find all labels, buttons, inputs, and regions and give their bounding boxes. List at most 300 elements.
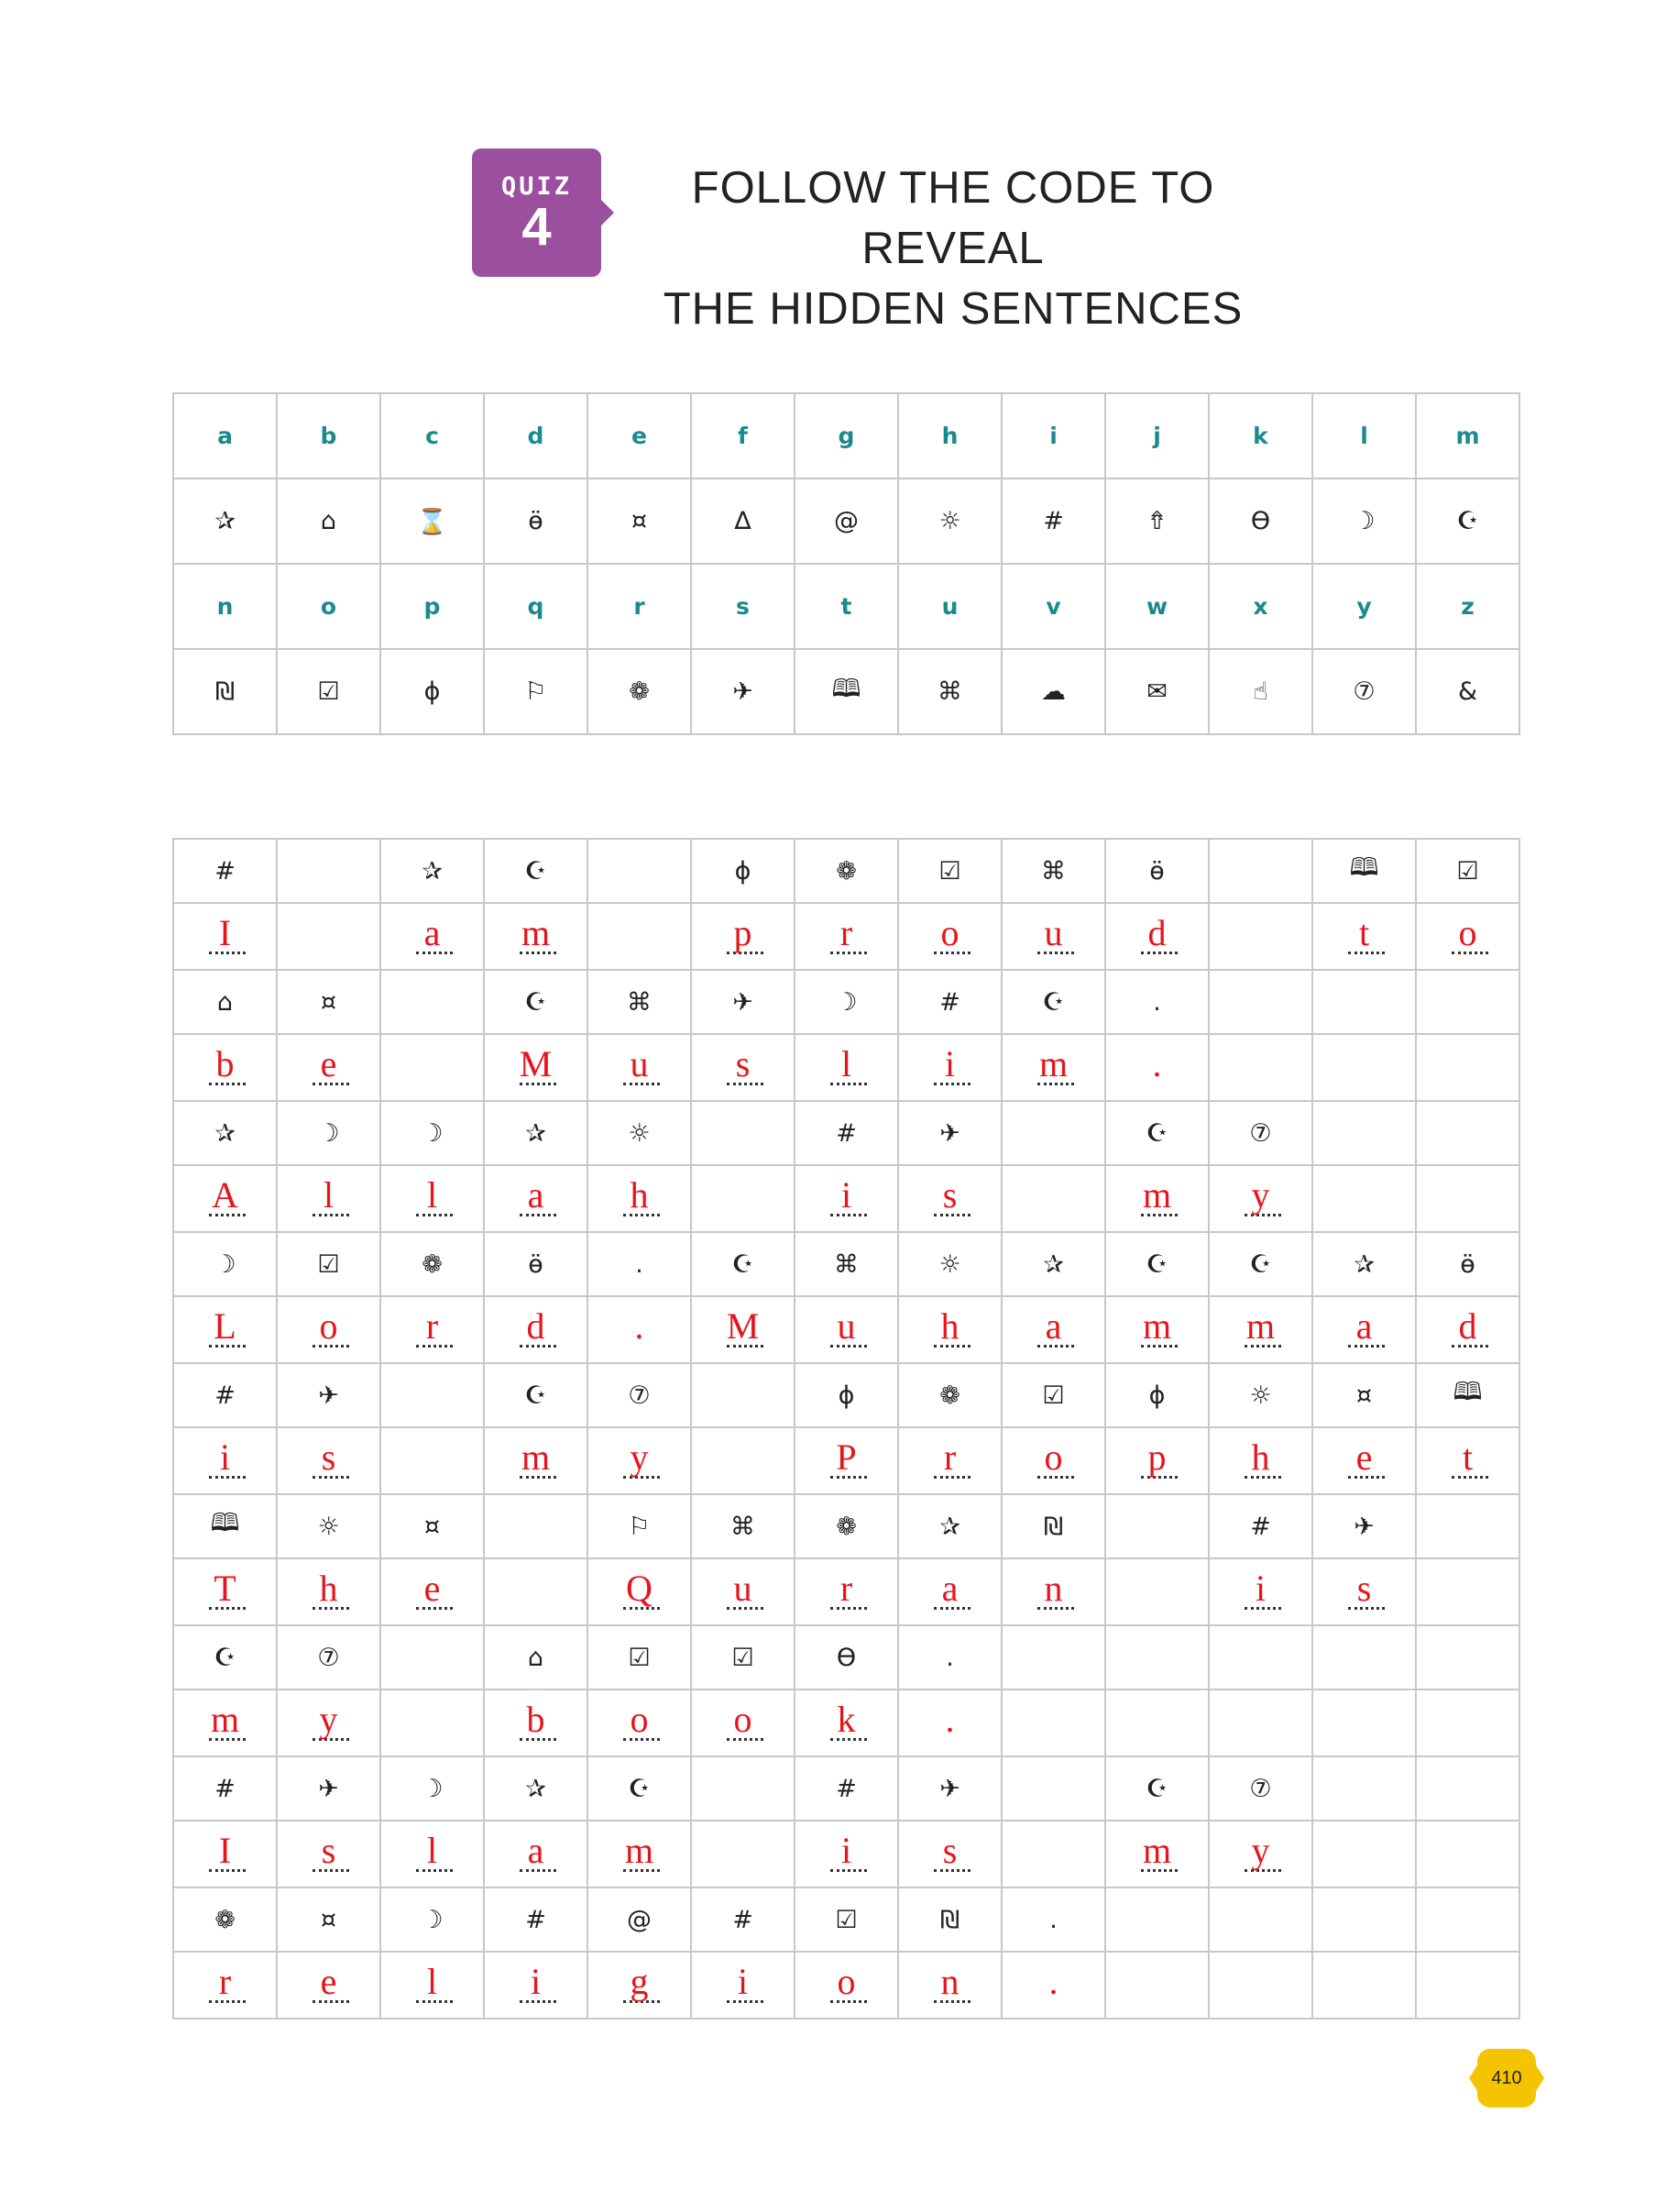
answer-cell	[484, 1952, 587, 2019]
answer-row	[173, 1034, 1519, 1101]
key-symbol-cell: ₪	[173, 649, 277, 734]
key-letter-cell: q	[484, 564, 587, 649]
answer-cell	[898, 1689, 1002, 1756]
answer-letter: s	[942, 1174, 958, 1216]
code-symbol-cell	[1312, 970, 1416, 1034]
key-symbol-cell: @	[795, 479, 898, 564]
answer-letter: P	[836, 1436, 857, 1478]
key-symbol-cell: ⌛	[380, 479, 484, 564]
answer-cell	[1312, 1034, 1416, 1101]
answer-letter: y	[1251, 1830, 1270, 1871]
answer-cell	[1312, 903, 1416, 970]
answer-row	[173, 1558, 1519, 1625]
key-letter-cell: u	[898, 564, 1002, 649]
answer-cell	[1416, 1165, 1519, 1232]
key-symbol-cell: 🕮	[795, 649, 898, 734]
code-symbol-row	[173, 1887, 1519, 1952]
key-letter-cell: h	[898, 393, 1002, 479]
answer-cell	[173, 903, 277, 970]
answer-letter: o	[319, 1305, 338, 1347]
answer-letter: o	[837, 1961, 856, 2002]
answer-cell	[898, 1558, 1002, 1625]
code-symbol-cell: ☑	[277, 1232, 380, 1296]
page-title	[632, 158, 1274, 339]
code-symbol-cell: #	[1209, 1494, 1312, 1558]
code-symbol-row	[173, 1363, 1519, 1427]
answer-letter: .	[1048, 1961, 1058, 2002]
answer-cell	[691, 1034, 795, 1101]
code-symbol-cell	[1209, 839, 1312, 903]
code-symbol-cell: ⌂	[484, 1625, 587, 1689]
answer-cell	[380, 1034, 484, 1101]
code-symbol-cell: ☪	[173, 1625, 277, 1689]
answer-cell	[795, 1952, 898, 2019]
code-symbol-cell	[1002, 1101, 1105, 1165]
answer-cell	[1209, 1558, 1312, 1625]
key-symbol-cell: ✈	[691, 649, 795, 734]
answer-cell	[795, 1296, 898, 1363]
code-symbol-row	[173, 839, 1519, 903]
answer-letter: A	[212, 1174, 238, 1216]
code-symbol-cell	[380, 970, 484, 1034]
code-symbol-cell: .	[587, 1232, 691, 1296]
code-symbol-cell	[1105, 1625, 1209, 1689]
answer-letter: a	[1045, 1305, 1062, 1347]
code-symbol-cell: ⌘	[795, 1232, 898, 1296]
code-symbol-cell: ☑	[1416, 839, 1519, 903]
answer-letter: l	[323, 1174, 334, 1216]
key-letter-cell: r	[587, 564, 691, 649]
answer-cell	[691, 1165, 795, 1232]
code-symbol-cell	[1209, 1887, 1312, 1952]
answer-cell	[277, 1821, 380, 1887]
answer-cell	[1209, 1952, 1312, 2019]
code-symbol-cell	[1312, 1756, 1416, 1821]
answer-cell	[1312, 1952, 1416, 2019]
code-symbol-cell: ɸ	[1105, 1363, 1209, 1427]
code-symbol-cell: ⌂	[173, 970, 277, 1034]
key-symbol-cell: ∆	[691, 479, 795, 564]
code-symbol-cell: ¤	[277, 1887, 380, 1952]
key-letter-cell: b	[277, 393, 380, 479]
key-letter-cell: l	[1312, 393, 1416, 479]
answer-row	[173, 903, 1519, 970]
answer-cell	[898, 1165, 1002, 1232]
answer-cell	[173, 1034, 277, 1101]
code-symbol-cell: ✰	[898, 1494, 1002, 1558]
answer-letter: e	[1355, 1436, 1373, 1478]
answer-letter: o	[1458, 912, 1477, 953]
answer-letter: r	[839, 1568, 853, 1609]
answer-row	[173, 1952, 1519, 2019]
answer-letter: T	[214, 1568, 236, 1609]
code-symbol-cell: #	[795, 1101, 898, 1165]
answer-cell	[795, 1427, 898, 1494]
code-symbol-cell	[1416, 1101, 1519, 1165]
key-letter-cell: n	[173, 564, 277, 649]
answer-cell	[587, 1558, 691, 1625]
answer-cell	[587, 1165, 691, 1232]
answer-cell	[1105, 1296, 1209, 1363]
key-letter-cell: a	[173, 393, 277, 479]
answer-cell	[380, 1165, 484, 1232]
answer-cell	[484, 1034, 587, 1101]
answer-cell	[587, 1034, 691, 1101]
code-symbol-cell: ☼	[1209, 1363, 1312, 1427]
code-symbol-cell	[1416, 1887, 1519, 1952]
code-symbol-cell: ✈	[277, 1363, 380, 1427]
answer-cell	[1002, 903, 1105, 970]
code-symbol-cell: ☑	[587, 1625, 691, 1689]
key-letter-row	[173, 564, 1519, 649]
answer-cell	[173, 1427, 277, 1494]
answer-cell	[898, 1952, 1002, 2019]
answer-letter: s	[942, 1830, 958, 1871]
code-symbol-cell	[380, 1363, 484, 1427]
code-symbol-row	[173, 1494, 1519, 1558]
code-symbol-cell	[1416, 1625, 1519, 1689]
answer-cell	[1416, 1821, 1519, 1887]
code-symbol-cell: ϴ	[795, 1625, 898, 1689]
key-letter-cell: g	[795, 393, 898, 479]
code-symbol-cell: ❁	[173, 1887, 277, 1952]
key-symbol-cell: #	[1002, 479, 1105, 564]
answer-cell	[691, 903, 795, 970]
quiz-number: 4	[521, 197, 552, 257]
answer-letter: h	[630, 1174, 649, 1216]
answer-letter: t	[1462, 1436, 1474, 1478]
key-letter-cell: m	[1416, 393, 1519, 479]
answer-cell	[277, 903, 380, 970]
code-symbol-cell: ӫ	[1416, 1232, 1519, 1296]
answer-cell	[587, 1296, 691, 1363]
answer-letter: I	[218, 1830, 232, 1871]
code-symbol-cell: ☪	[1209, 1232, 1312, 1296]
answer-letter: b	[526, 1699, 545, 1740]
key-letter-cell: y	[1312, 564, 1416, 649]
answer-letter: n	[1044, 1568, 1063, 1609]
code-symbol-cell: ⌘	[1002, 839, 1105, 903]
answer-letter: o	[630, 1699, 649, 1740]
answer-cell	[898, 1034, 1002, 1101]
code-symbol-row	[173, 1756, 1519, 1821]
code-symbol-cell: ☑	[898, 839, 1002, 903]
answer-cell	[173, 1821, 277, 1887]
answer-cell	[691, 1689, 795, 1756]
key-symbol-cell: ɸ	[380, 649, 484, 734]
key-symbol-cell: ☼	[898, 479, 1002, 564]
code-symbol-cell: 🕮	[1312, 839, 1416, 903]
answer-cell	[795, 1165, 898, 1232]
answer-cell	[380, 1296, 484, 1363]
answer-cell	[1312, 1558, 1416, 1625]
code-symbol-cell: 🕮	[1416, 1363, 1519, 1427]
answer-letter: m	[521, 1436, 551, 1478]
answer-row	[173, 1165, 1519, 1232]
answer-cell	[1312, 1165, 1416, 1232]
code-symbol-cell: ¤	[1312, 1363, 1416, 1427]
answer-letter: a	[941, 1568, 959, 1609]
code-symbol-cell	[380, 1625, 484, 1689]
answer-row	[173, 1821, 1519, 1887]
code-symbol-cell: ✰	[1312, 1232, 1416, 1296]
code-symbol-cell	[1002, 1756, 1105, 1821]
answer-cell	[691, 1427, 795, 1494]
key-symbol-cell: ✉	[1105, 649, 1209, 734]
answer-cell	[484, 1821, 587, 1887]
answer-row	[173, 1427, 1519, 1494]
key-letter-cell: s	[691, 564, 795, 649]
answer-cell	[1002, 1821, 1105, 1887]
answer-letter: a	[527, 1174, 544, 1216]
answer-cell	[380, 1952, 484, 2019]
key-symbol-row	[173, 649, 1519, 734]
code-symbol-cell: ₪	[898, 1887, 1002, 1952]
answer-letter: e	[320, 1043, 337, 1084]
code-symbol-cell	[1002, 1625, 1105, 1689]
answer-cell	[1105, 1427, 1209, 1494]
code-symbol-cell: ɸ	[795, 1363, 898, 1427]
code-symbol-cell: ⑦	[587, 1363, 691, 1427]
answer-cell	[1002, 1034, 1105, 1101]
answer-letter: I	[218, 912, 232, 953]
answer-letter: d	[526, 1305, 545, 1347]
answer-letter: a	[527, 1830, 544, 1871]
answer-cell	[277, 1165, 380, 1232]
key-symbol-cell: ☝	[1209, 649, 1312, 734]
answer-cell	[691, 1821, 795, 1887]
answer-letter: m	[1142, 1830, 1172, 1871]
key-symbol-cell: ⚐	[484, 649, 587, 734]
answer-cell	[691, 1952, 795, 2019]
answer-letter: d	[1147, 912, 1167, 953]
answer-cell	[173, 1558, 277, 1625]
answer-cell	[484, 1558, 587, 1625]
code-symbol-cell: ☽	[380, 1756, 484, 1821]
answer-cell	[484, 1427, 587, 1494]
answer-letter: u	[837, 1305, 856, 1347]
answer-letter: a	[1355, 1305, 1373, 1347]
answer-letter: l	[840, 1043, 852, 1084]
key-letter-cell: j	[1105, 393, 1209, 479]
code-symbol-row	[173, 1625, 1519, 1689]
code-symbol-cell: ☽	[173, 1232, 277, 1296]
code-symbol-cell: ✈	[277, 1756, 380, 1821]
title-line-2: THE HIDDEN SENTENCES	[663, 284, 1244, 334]
answer-cell	[1416, 903, 1519, 970]
answer-letter: b	[215, 1043, 235, 1084]
key-letter-cell: f	[691, 393, 795, 479]
answer-cell	[1105, 1034, 1209, 1101]
code-key-table	[172, 392, 1520, 735]
answer-cell	[1105, 1165, 1209, 1232]
answer-cell	[1209, 903, 1312, 970]
key-symbol-cell: ¤	[587, 479, 691, 564]
answer-letter: l	[426, 1961, 438, 2002]
answer-cell	[587, 1689, 691, 1756]
code-symbol-cell: .	[1002, 1887, 1105, 1952]
answer-letter: r	[943, 1436, 957, 1478]
key-symbol-cell: ☑	[277, 649, 380, 734]
code-symbol-cell: ✈	[1312, 1494, 1416, 1558]
code-symbol-cell	[1416, 1494, 1519, 1558]
answer-cell	[1105, 1558, 1209, 1625]
code-symbol-cell: ⌘	[691, 1494, 795, 1558]
answer-letter: u	[733, 1568, 752, 1609]
answer-letter: i	[737, 1961, 749, 2002]
key-letter-cell: t	[795, 564, 898, 649]
answer-letter: u	[630, 1043, 649, 1084]
key-letter-cell: z	[1416, 564, 1519, 649]
answer-letter: h	[940, 1305, 960, 1347]
answer-letter: i	[840, 1830, 852, 1871]
answer-letter: m	[521, 912, 551, 953]
answer-cell	[173, 1165, 277, 1232]
key-letter-cell: e	[587, 393, 691, 479]
answer-cell	[1416, 1296, 1519, 1363]
code-symbol-cell: ⑦	[1209, 1756, 1312, 1821]
key-symbol-cell: ⑦	[1312, 649, 1416, 734]
code-symbol-row	[173, 1101, 1519, 1165]
code-symbol-cell: ӫ	[1105, 839, 1209, 903]
answer-cell	[795, 1689, 898, 1756]
code-symbol-cell: .	[898, 1625, 1002, 1689]
code-symbol-cell: .	[1105, 970, 1209, 1034]
code-symbol-cell: ✰	[484, 1101, 587, 1165]
answer-cell	[380, 1821, 484, 1887]
answer-letter: i	[944, 1043, 956, 1084]
answer-letter: n	[940, 1961, 960, 2002]
code-symbol-cell: ¤	[380, 1494, 484, 1558]
key-letter-cell: o	[277, 564, 380, 649]
answer-letter: m	[210, 1699, 240, 1740]
answer-cell	[898, 903, 1002, 970]
answer-cell	[1105, 903, 1209, 970]
answer-cell	[691, 1558, 795, 1625]
answer-cell	[277, 1952, 380, 2019]
answer-letter: o	[1044, 1436, 1063, 1478]
answer-cell	[1416, 1427, 1519, 1494]
code-symbol-cell: ⚐	[587, 1494, 691, 1558]
key-symbol-cell: ☽	[1312, 479, 1416, 564]
answer-cell	[1002, 1689, 1105, 1756]
code-symbol-cell	[587, 839, 691, 903]
code-symbol-cell: ɸ	[691, 839, 795, 903]
code-symbol-cell	[1105, 1887, 1209, 1952]
answer-letter: h	[319, 1568, 338, 1609]
code-symbol-cell	[1312, 1887, 1416, 1952]
code-symbol-cell: ☪	[587, 1756, 691, 1821]
answer-cell	[484, 1296, 587, 1363]
answer-letter: e	[320, 1961, 337, 2002]
answer-cell	[380, 1558, 484, 1625]
answer-cell	[1312, 1821, 1416, 1887]
key-letter-cell: w	[1105, 564, 1209, 649]
key-letter-cell: k	[1209, 393, 1312, 479]
code-symbol-cell	[691, 1363, 795, 1427]
answer-letter: s	[321, 1830, 336, 1871]
answer-letter: s	[321, 1436, 336, 1478]
key-symbol-cell: &	[1416, 649, 1519, 734]
key-letter-cell: p	[380, 564, 484, 649]
key-symbol-cell: ӫ	[484, 479, 587, 564]
code-symbol-cell	[484, 1494, 587, 1558]
answer-cell	[795, 1034, 898, 1101]
answer-cell	[1002, 1427, 1105, 1494]
answer-row	[173, 1296, 1519, 1363]
code-symbol-cell: ⌘	[587, 970, 691, 1034]
answer-letter: y	[319, 1699, 338, 1740]
answer-cell	[484, 1689, 587, 1756]
quiz-label: QUIZ	[500, 172, 573, 201]
answer-letter: k	[837, 1699, 856, 1740]
answer-letter: u	[1044, 912, 1063, 953]
answer-letter: .	[1152, 1043, 1162, 1084]
answer-letter: y	[1251, 1174, 1270, 1216]
answer-cell	[484, 1165, 587, 1232]
key-letter-cell: x	[1209, 564, 1312, 649]
code-symbol-cell: ☪	[484, 1363, 587, 1427]
answer-cell	[898, 1296, 1002, 1363]
key-symbol-cell: ❁	[587, 649, 691, 734]
code-symbol-cell: ❁	[898, 1363, 1002, 1427]
code-symbol-cell: ☪	[484, 839, 587, 903]
code-symbol-row	[173, 1232, 1519, 1296]
code-symbol-cell: #	[173, 1363, 277, 1427]
answer-letter: o	[940, 912, 960, 953]
code-symbol-row	[173, 970, 1519, 1034]
key-letter-cell: v	[1002, 564, 1105, 649]
code-symbol-cell: ¤	[277, 970, 380, 1034]
key-symbol-cell: ⌂	[277, 479, 380, 564]
title-line-1: FOLLOW THE CODE TO REVEAL	[691, 163, 1215, 273]
answer-cell	[1416, 1558, 1519, 1625]
answer-cell	[1209, 1821, 1312, 1887]
answer-cell	[1105, 1952, 1209, 2019]
page-number: 410	[1477, 2049, 1536, 2107]
answer-cell	[1416, 1034, 1519, 1101]
answer-cell	[380, 903, 484, 970]
answer-letter: l	[426, 1830, 438, 1871]
code-symbol-cell	[1209, 1625, 1312, 1689]
code-symbol-cell	[277, 839, 380, 903]
answer-letter: m	[1038, 1043, 1069, 1084]
answer-cell	[1209, 1296, 1312, 1363]
key-symbol-cell: ⇮	[1105, 479, 1209, 564]
code-symbol-cell: ☑	[691, 1625, 795, 1689]
code-symbol-cell	[1416, 1756, 1519, 1821]
answer-cell	[173, 1952, 277, 2019]
answer-cell	[1002, 1165, 1105, 1232]
key-letter-cell: c	[380, 393, 484, 479]
answer-cell	[277, 1558, 380, 1625]
code-symbol-cell: ☪	[1105, 1232, 1209, 1296]
code-symbol-cell: #	[484, 1887, 587, 1952]
code-symbol-cell	[1105, 1494, 1209, 1558]
code-symbol-cell	[1312, 1625, 1416, 1689]
answer-cell	[277, 1689, 380, 1756]
code-symbol-cell: #	[173, 839, 277, 903]
answer-cell	[1002, 1952, 1105, 2019]
answer-cell	[898, 1427, 1002, 1494]
code-symbol-cell: #	[691, 1887, 795, 1952]
answer-cell	[587, 1952, 691, 2019]
key-symbol-cell: ☪	[1416, 479, 1519, 564]
code-symbol-cell: ✰	[380, 839, 484, 903]
code-symbol-cell: #	[795, 1756, 898, 1821]
code-symbol-cell: ☪	[484, 970, 587, 1034]
answer-row	[173, 1689, 1519, 1756]
